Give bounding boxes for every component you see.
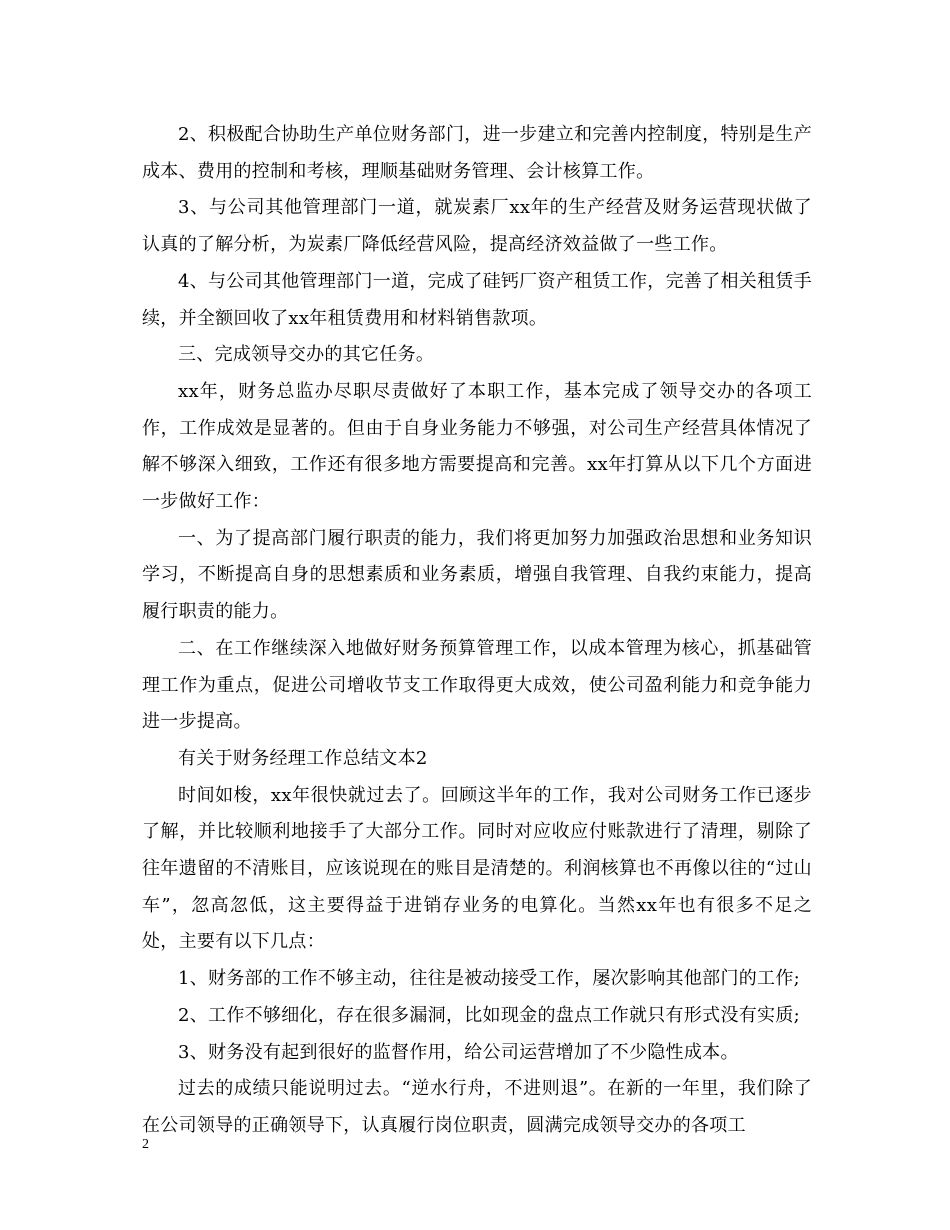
paragraph: 4、与公司其他管理部门一道，完成了硅钙厂资产租赁工作，完善了相关租赁手续，并全额回收了xx年租赁费用和材料销售款项。 xyxy=(142,270,812,329)
document-body xyxy=(142,117,812,1145)
paragraph: 2、积极配合协助生产单位财务部门，进一步建立和完善内控制度，特别是生产成本、费用的控制和考核，理顺基础财务管理、会计核算工作。 xyxy=(142,124,812,182)
list-item: 2、工作不够细化，存在很多漏洞，比如现金的盘点工作就只有形式没有实质; xyxy=(178,1004,801,1026)
list-item: 3、财务没有起到很好的监督作用，给公司运营增加了不少隐性成本。 xyxy=(178,1041,739,1063)
page-number: 2 xyxy=(142,1137,149,1152)
article-title: 有关于财务经理工作总结文本2 xyxy=(178,747,428,769)
paragraph: 二、在工作继续深入地做好财务预算管理工作，以成本管理为核心，抓基础管理工作为重点，促进公司增收节支工作取得更大成效，使公司盈利能力和竞争能力进一步提高。 xyxy=(142,637,812,733)
list-item: 1、财务部的工作不够主动，往往是被动接受工作，屡次影响其他部门的工作; xyxy=(178,968,801,990)
paragraph: 时间如梭，xx年很快就过去了。回顾这半年的工作，我对公司财务工作已逐步了解，并比较顺利地接手了大部分工作。同时对应收应付账款进行了清理，剔除了往年遗留的不清账目，应该说现在的账目是清楚的。利润核算也不再像以往的“过山车”，忽高忽低，这主要得益于进销存业务的电算化。当然xx年也有很多不足之处，主要有以下几点： xyxy=(142,784,812,953)
paragraph: 3、与公司其他管理部门一道，就炭素厂xx年的生产经营及财务运营现状做了认真的了解分析，为炭素厂降低经营风险，提高经济效益做了一些工作。 xyxy=(142,197,812,256)
paragraph: xx年，财务总监办尽职尽责做好了本职工作，基本完成了领导交办的各项工作，工作成效是显著的。但由于自身业务能力不够强，对公司生产经营具体情况了解不够深入细致，工作还有很多地方需要提高和完善。xx年打算从以下几个方面进一步做好工作： xyxy=(142,380,812,513)
paragraph: 一、为了提高部门履行职责的能力，我们将更加努力加强政治思想和业务知识学习，不断提高自身的思想素质和业务素质，增强自我管理、自我约束能力，提高履行职责的能力。 xyxy=(142,527,812,623)
section-heading: 三、完成领导交办的其它任务。 xyxy=(178,344,435,366)
paragraph: 过去的成绩只能说明过去。“逆水行舟，不进则退”。在新的一年里，我们除了在公司领导的正确领导下，认真履行岗位职责，圆满完成领导交办的各项工 xyxy=(142,1078,812,1136)
